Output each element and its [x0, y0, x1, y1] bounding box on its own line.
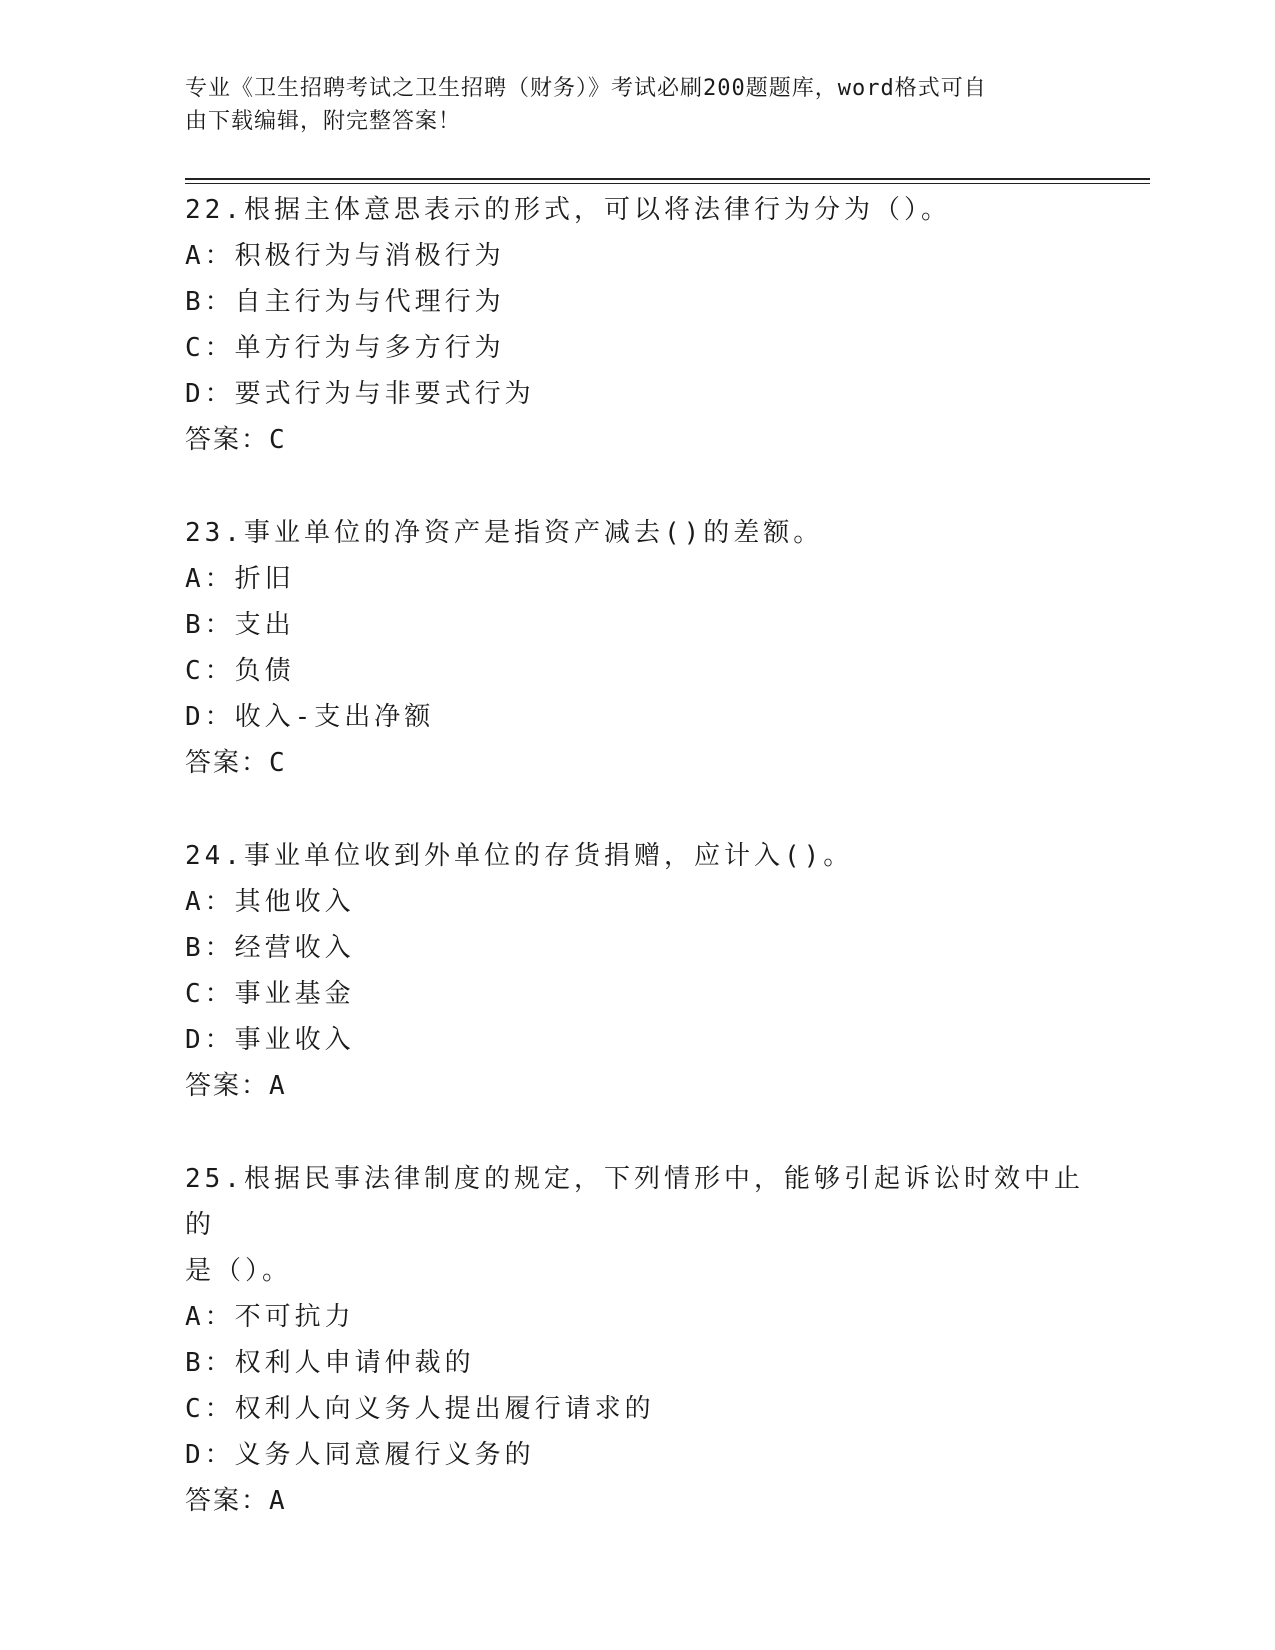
question-stem-line-1: 25.根据民事法律制度的规定，下列情形中，能够引起诉讼时效中止的 [185, 1164, 1084, 1240]
answer-line: 答案：C [185, 425, 287, 455]
option-b: B：权利人申请仲裁的 [185, 1348, 475, 1378]
header-divider-thin [185, 183, 1150, 184]
question-22 [185, 187, 1085, 463]
option-c: C：事业基金 [185, 979, 355, 1009]
document-header [185, 72, 1075, 138]
option-a: A：积极行为与消极行为 [185, 241, 505, 271]
option-c: C：权利人向义务人提出履行请求的 [185, 1394, 655, 1424]
option-a: A：不可抗力 [185, 1302, 355, 1332]
option-d: D：事业收入 [185, 1025, 355, 1055]
option-b: B：支出 [185, 610, 295, 640]
option-d: D：义务人同意履行义务的 [185, 1440, 535, 1470]
header-line-2: 由下载编辑，附完整答案！ [185, 109, 462, 134]
option-c: C：单方行为与多方行为 [185, 333, 505, 363]
header-line-1: 专业《卫生招聘考试之卫生招聘（财务）》考试必刷200题题库，word格式可自 [185, 76, 987, 101]
question-stem: 24.事业单位收到外单位的存货捐赠，应计入()。 [185, 841, 854, 871]
question-stem: 23.事业单位的净资产是指资产减去()的差额。 [185, 518, 824, 548]
answer-line: 答案：A [185, 1071, 287, 1101]
header-divider-thick [185, 178, 1150, 180]
option-c: C：负债 [185, 656, 295, 686]
question-23 [185, 510, 1085, 786]
option-d: D：要式行为与非要式行为 [185, 379, 535, 409]
answer-line: 答案：A [185, 1486, 287, 1516]
answer-line: 答案：C [185, 748, 287, 778]
question-stem: 22.根据主体意思表示的形式，可以将法律行为分为（）。 [185, 195, 951, 225]
question-24 [185, 833, 1085, 1109]
option-b: B：自主行为与代理行为 [185, 287, 505, 317]
option-b: B：经营收入 [185, 933, 355, 963]
option-a: A：折旧 [185, 564, 295, 594]
option-d: D：收入-支出净额 [185, 702, 435, 732]
question-stem-line-2: 是（）。 [185, 1256, 293, 1286]
question-25 [185, 1156, 1085, 1524]
question-list [185, 187, 1085, 1571]
option-a: A：其他收入 [185, 887, 355, 917]
